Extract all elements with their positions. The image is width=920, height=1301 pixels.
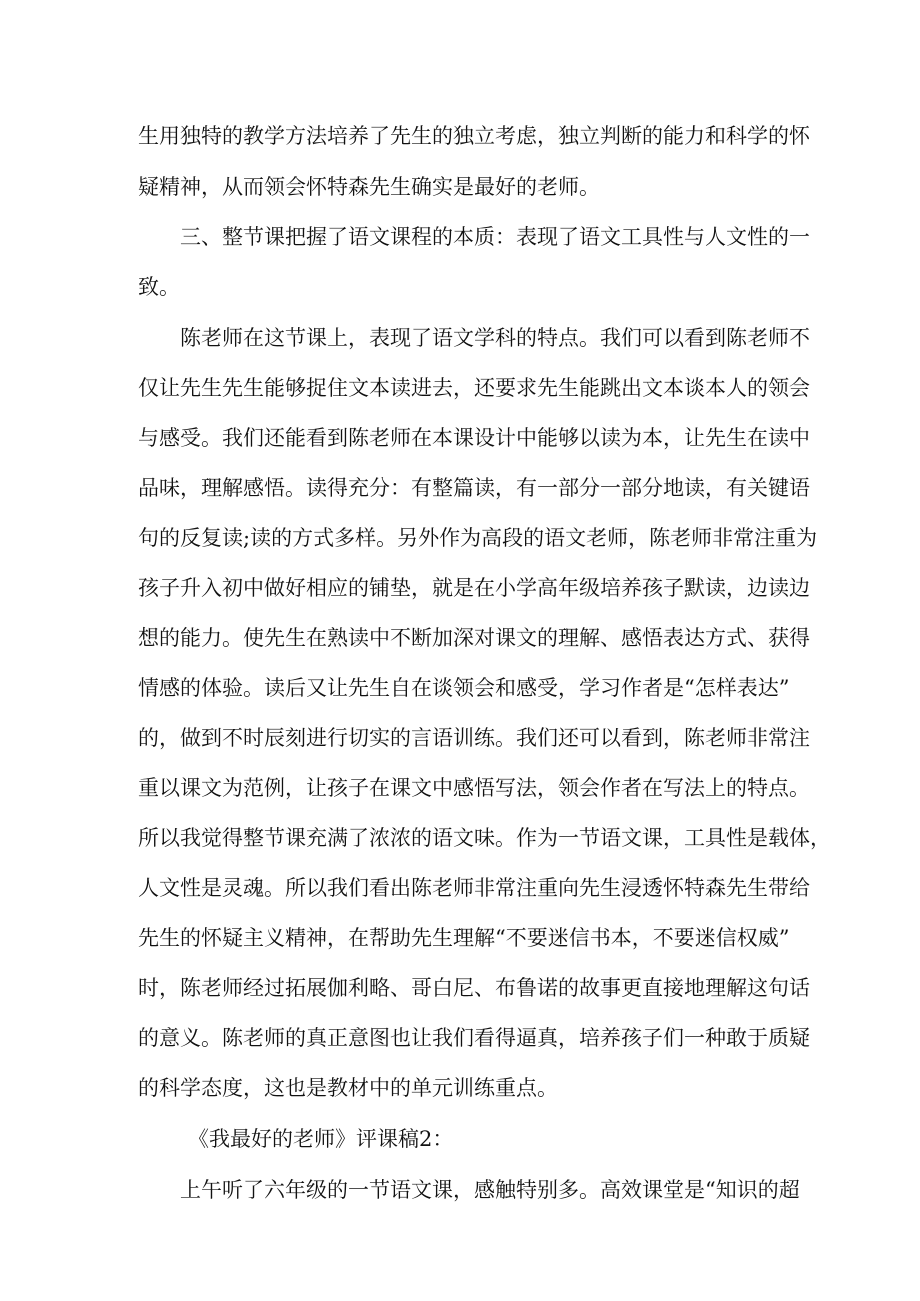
text-line-13: 的，做到不时辰刻进行切实的言语训练。我们还可以看到，陈老师非常注 [138,726,810,750]
text-line-22: 上午听了六年级的一节语文课，感触特别多。高效课堂是“知识的超 [180,1178,800,1202]
text-line-8: 品味，理解感悟。读得充分：有整篇读，有一部分一部分地读，有关键语 [138,476,810,500]
text-line-4: 致。 [138,275,180,299]
text-line-7: 与感受。我们还能看到陈老师在本课设计中能够以读为本，让先生在读中 [138,426,810,450]
text-line-20: 的科学态度，这也是教材中的单元训练重点。 [138,1076,558,1100]
text-line-2: 疑精神，从而领会怀特森先生确实是最好的老师。 [138,175,600,199]
text-line-5: 陈老师在这节课上，表现了语文学科的特点。我们可以看到陈老师不 [180,326,810,350]
text-line-11: 想的能力。使先生在熟读中不断加深对课文的理解、感悟表达方式、获得 [138,626,810,650]
text-line-6: 仅让先生先生能够捉住文本读进去，还要求先生能跳出文本谈本人的领会 [138,376,810,400]
text-line-1: 生用独特的教学方法培养了先生的独立考虑，独立判断的能力和科学的怀 [138,124,810,148]
text-line-3: 三、整节课把握了语文课程的本质：表现了语文工具性与人文性的一 [180,225,810,249]
text-line-14: 重以课文为范例，让孩子在课文中感悟写法，领会作者在写法上的特点。 [138,776,810,800]
text-line-12: 情感的体验。读后又让先生自在谈领会和感受，学习作者是“怎样表达” [138,676,790,700]
text-line-16: 人文性是灵魂。所以我们看出陈老师非常注重向先生浸透怀特森先生带给 [138,876,810,900]
text-line-17: 先生的怀疑主义精神，在帮助先生理解“不要迷信书本，不要迷信权威” [138,926,790,950]
text-line-19: 的意义。陈老师的真正意图也让我们看得逼真，培养孩子们一种敢于质疑 [138,1026,810,1050]
text-line-18: 时，陈老师经过拓展伽利略、哥白尼、布鲁诺的故事更直接地理解这句话 [138,976,810,1000]
text-line-21: 《我最好的老师》评课稿2： [188,1127,454,1151]
text-line-10: 孩子升入初中做好相应的铺垫，就是在小学高年级培养孩子默读，边读边 [138,576,810,600]
text-line-15: 所以我觉得整节课充满了浓浓的语文味。作为一节语文课，工具性是载体， [138,826,831,850]
text-line-9: 句的反复读;读的方式多样。另外作为高段的语文老师，陈老师非常注重为 [138,526,818,550]
